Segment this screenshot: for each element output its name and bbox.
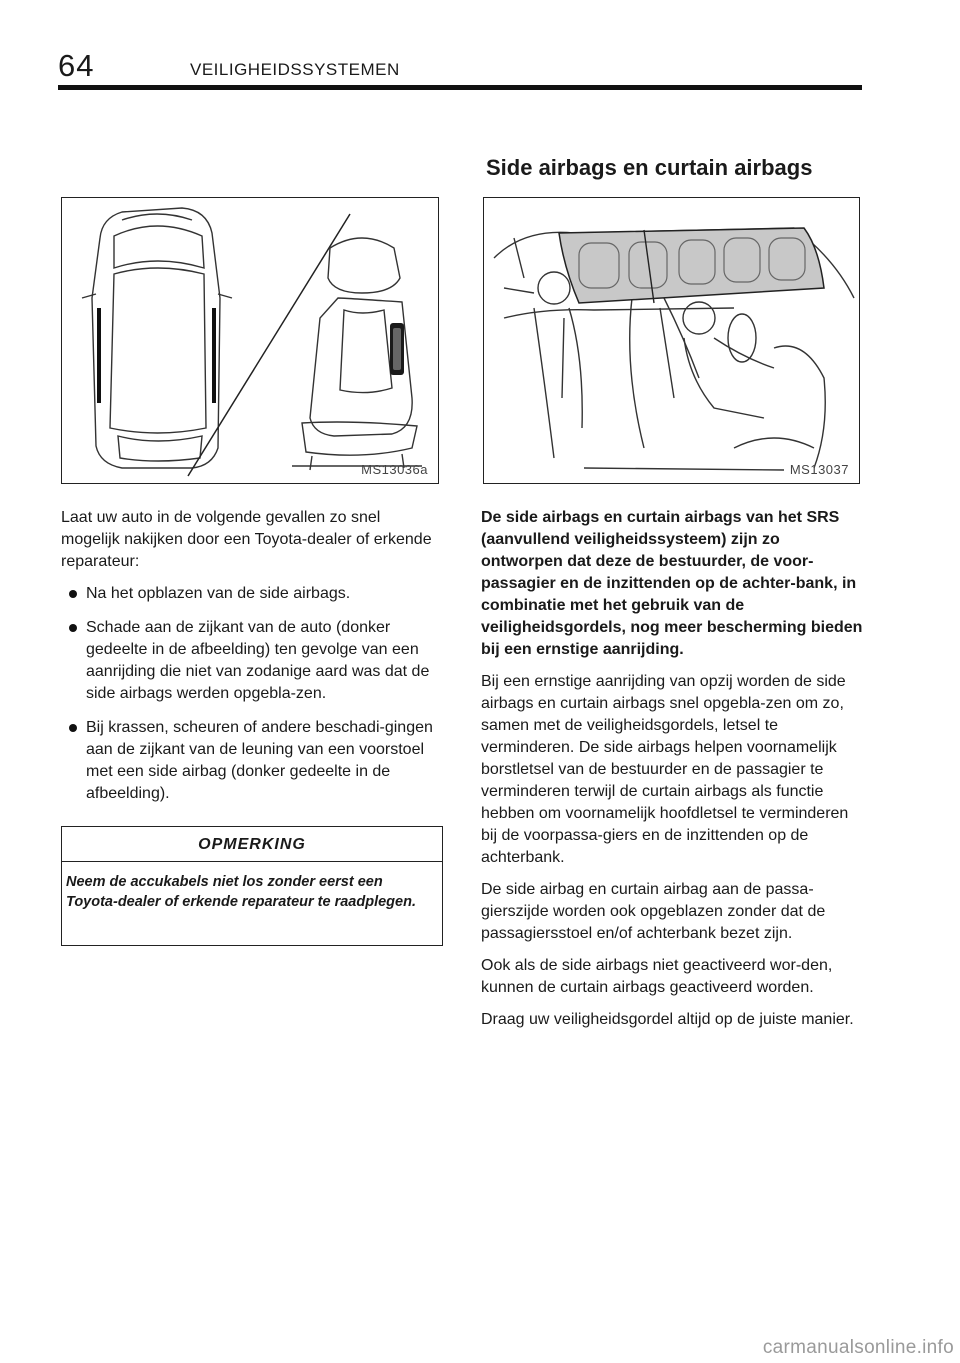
page-heading: Side airbags en curtain airbags <box>486 155 813 180</box>
note-body: Neem de accukabels niet los zonder eerst een Toyota‑dealer of erkende reparateur te raadplegen. <box>66 874 416 910</box>
paragraph: Draag uw veiligheidsgordel altijd op de juiste manier. <box>481 1011 854 1028</box>
header-rule <box>58 85 862 90</box>
bullet-text: Na het opblazen van de side airbags. <box>86 585 351 602</box>
right-column <box>481 507 864 1041</box>
bullet-dot-icon <box>69 590 77 598</box>
paragraph: Ook als de side airbags niet geactiveerd wor-den, kunnen de curtain airbags geactiveerd worden. <box>481 957 833 996</box>
figure-car-seat <box>61 197 439 484</box>
bullet-item <box>61 717 443 805</box>
bullet-dot-icon <box>69 724 77 732</box>
page-number: 64 <box>58 48 95 83</box>
left-column <box>61 507 443 817</box>
bullet-item <box>61 617 443 705</box>
section-title: VEILIGHEIDSSYSTEMEN <box>190 60 400 79</box>
right-bold-intro: De side airbags en curtain airbags van het SRS (aanvullend veiligheidssysteem) zijn zo ontworpen dat deze de bestuurder, de voor-passagier en de inzittenden op de achter-bank, in combinatie met het gebruik van de veiligheidsgordels, nog meer bescherming bieden bij een ernstige aanrijding. <box>481 509 863 658</box>
bullet-item <box>61 583 443 605</box>
watermark: carmanualsonline.info <box>762 1337 954 1358</box>
bullet-dot-icon <box>69 624 77 632</box>
figure-code-right: MS13037 <box>789 462 849 477</box>
note-box <box>61 826 443 946</box>
bullet-text: Bij krassen, scheuren of andere beschadi-gingen aan de zijkant van de leuning van een voorstoel met een side airbag (donker gedeelte in de afbeelding). <box>86 719 433 802</box>
figure-curtain-airbags <box>483 197 860 484</box>
curtain-airbag-illustration <box>484 198 860 484</box>
left-intro: Laat uw auto in de volgende gevallen zo snel mogelijk nakijken door een Toyota‑dealer of erkende reparateur: <box>61 509 432 570</box>
paragraph: De side airbag en curtain airbag aan de passa-gierszijde worden ook opgeblazen zonder dat de passagiersstoel en/of achterbank bezet zijn. <box>481 881 826 942</box>
bullet-list <box>61 583 443 805</box>
figure-code-left: MS13036a <box>361 462 428 477</box>
note-title: OPMERKING <box>62 827 442 862</box>
paragraph: Bij een ernstige aanrijding van opzij worden de side airbags en curtain airbags snel opgebla-zen om zo, samen met de veiligheidsgordels, letsel te verminderen. De side airbags helpen voornamelijk borstletsel van de bestuurder en de passagier te verminderen terwijl de curtain airbags als functie hebben om voornamelijk hoofdletsel te verminderen bij de voorpassa-giers en de inzittenden op de achterbank. <box>481 673 849 866</box>
car-seat-illustration <box>62 198 439 484</box>
bullet-text: Schade aan de zijkant van de auto (donker gedeelte in de afbeelding) ten gevolge van een aanrijding die niet van zodanige aard was dat de side airbags werden opgebla-zen. <box>86 619 430 702</box>
